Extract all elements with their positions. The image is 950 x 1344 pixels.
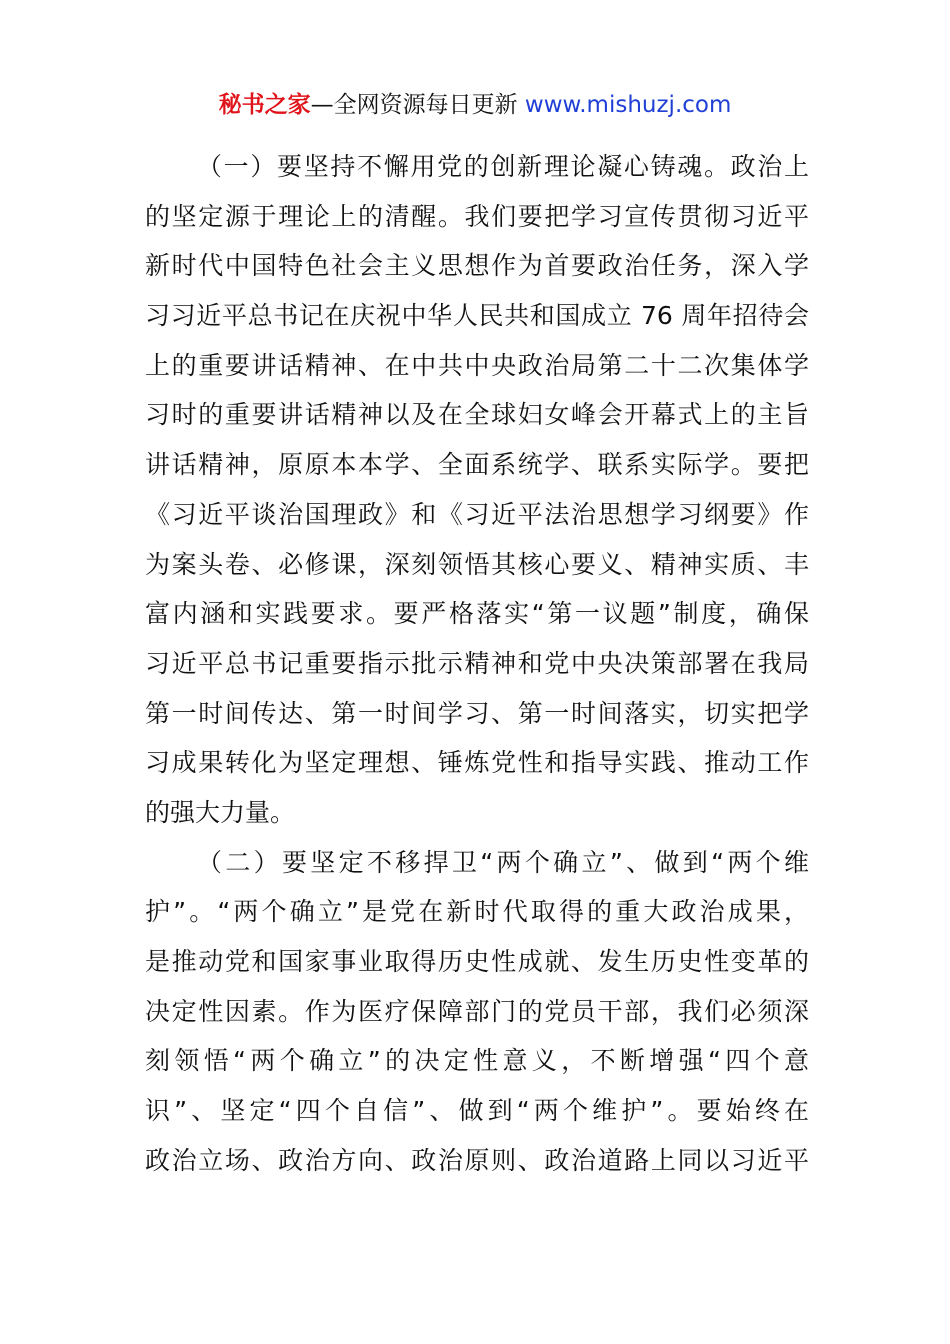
- paragraph-1-line: 新时代中国特色社会主义思想作为首要政治任务，深入学: [145, 251, 809, 281]
- paragraph-2-line: 决定性因素。作为医疗保障部门的党员干部，我们必须深: [145, 996, 809, 1026]
- paragraph-2-line: 刻领悟“两个确立”的决定性意义，不断增强“四个意: [145, 1046, 809, 1076]
- site-url-link[interactable]: www.mishuzj.com: [524, 92, 732, 118]
- paragraph-2-line: 护”。“两个确立”是党在新时代取得的重大政治成果，: [145, 897, 809, 927]
- paragraph-1-line: 第一时间传达、第一时间学习、第一时间落实，切实把学: [145, 698, 809, 728]
- paragraph-1-line: 习近平总书记重要指示批示精神和党中央决策部署在我局: [145, 648, 809, 678]
- paragraph-1-line: 习时的重要讲话精神以及在全球妇女峰会开幕式上的主旨: [145, 400, 809, 430]
- header-tagline: —全网资源每日更新: [310, 92, 518, 118]
- paragraph-1-line: 习习近平总书记在庆祝中华人民共和国成立 76 周年招待会: [145, 301, 809, 331]
- paragraph-2-line: 是推动党和国家事业取得历史性成就、发生历史性变革的: [145, 947, 809, 976]
- paragraph-1-line: 的坚定源于理论上的清醒。我们要把学习宣传贯彻习近平: [145, 201, 809, 231]
- paragraph-1-line: 上的重要讲话精神、在中共中央政治局第二十二次集体学: [145, 350, 809, 380]
- paragraph-2-line: （二）要坚定不移捍卫“两个确立”、做到“两个维: [197, 847, 809, 877]
- paragraph-1-line: 的强大力量。: [145, 797, 296, 827]
- paragraph-1-line: 讲话精神，原原本本学、全面系统学、联系实际学。要把: [145, 450, 809, 480]
- paragraph-1-line: 习成果转化为坚定理想、锤炼党性和指导实践、推动工作: [145, 748, 809, 778]
- site-header: [0, 88, 950, 122]
- paragraph-1-line: 为案头卷、必修课，深刻领悟其核心要义、精神实质、丰: [145, 549, 809, 579]
- brand-name: 秘书之家: [218, 92, 311, 118]
- paragraph-1-line: 《习近平谈治国理政》和《习近平法治思想学习纲要》作: [145, 499, 809, 529]
- paragraph-2-line: 政治立场、政治方向、政治原则、政治道路上同以习近平: [145, 1145, 809, 1175]
- document-body: [145, 142, 809, 1185]
- paragraph-1-line: 富内涵和实践要求。要严格落实“第一议题”制度，确保: [145, 599, 809, 629]
- paragraph-1-line: （一）要坚持不懈用党的创新理论凝心铸魂。政治上: [197, 152, 809, 181]
- paragraph-2-line: 识”、坚定“四个自信”、做到“两个维护”。要始终在: [145, 1096, 809, 1126]
